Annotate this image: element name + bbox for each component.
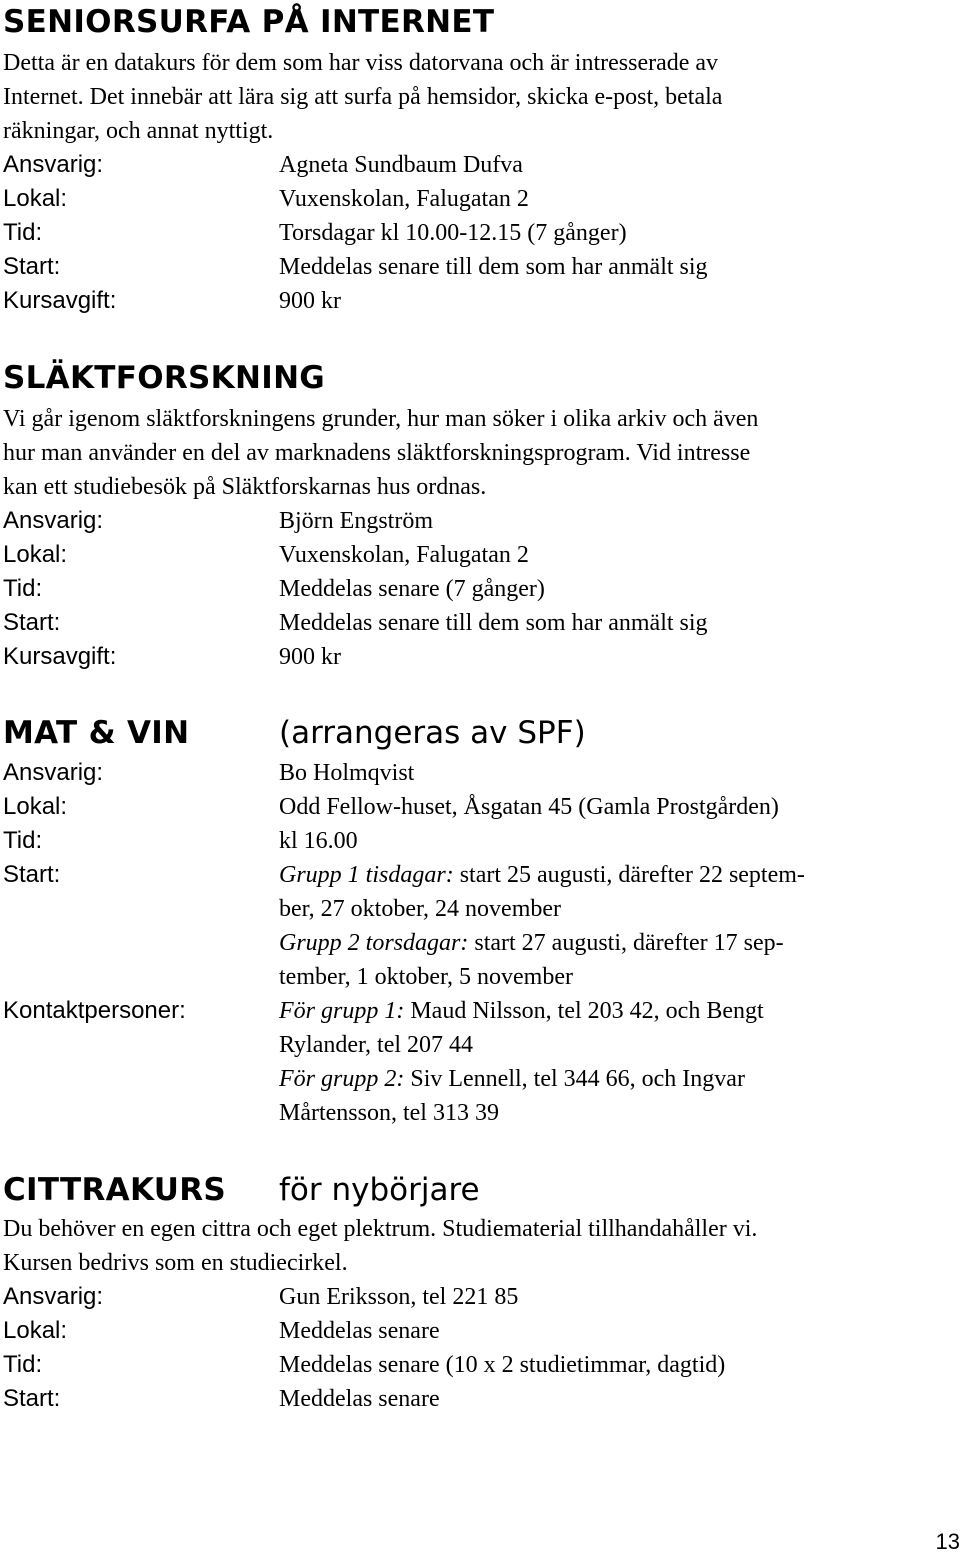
section3-value-lokal: Odd Fellow-huset, Åsgatan 45 (Gamla Prostgården)	[279, 794, 779, 820]
section1-value-start: Meddelas senare till dem som har anmält sig	[279, 254, 708, 280]
section4-label-lokal: Lokal:	[3, 1317, 68, 1344]
section3-group1-text-1: start 25 augusti, därefter 22 septem-	[453, 862, 805, 888]
section2-label-kursavgift: Kursavgift:	[3, 643, 117, 670]
section3-label-start: Start:	[3, 861, 61, 888]
section4-label-start: Start:	[3, 1385, 61, 1412]
section-title-seniorsurfa: SENIORSURFA PÅ INTERNET	[3, 4, 495, 40]
section3-group2-label: Grupp 2 torsdagar:	[279, 930, 469, 956]
section3-contact2-line-2: Mårtensson, tel 313 39	[279, 1100, 499, 1126]
section4-label-ansvarig: Ansvarig:	[3, 1283, 104, 1310]
section1-label-tid: Tid:	[3, 219, 43, 246]
section4-subtitle: för nybörjare	[279, 1172, 480, 1208]
section3-contact1-text-1: Maud Nilsson, tel 203 42, och Bengt	[404, 998, 764, 1024]
section4-label-tid: Tid:	[3, 1351, 43, 1378]
section4-value-ansvarig: Gun Eriksson, tel 221 85	[279, 1284, 519, 1310]
section4-value-start: Meddelas senare	[279, 1386, 440, 1412]
section1-value-ansvarig: Agneta Sundbaum Dufva	[279, 152, 523, 178]
section1-desc-line-3: räkningar, och annat nyttigt.	[3, 118, 274, 144]
section1-value-lokal: Vuxenskolan, Falugatan 2	[279, 186, 529, 212]
section2-value-ansvarig: Björn Engström	[279, 508, 433, 534]
section2-value-tid: Meddelas senare (7 gånger)	[279, 576, 545, 602]
section2-desc-line-1: Vi går igenom släktforskningens grunder, hur man söker i olika arkiv och även	[3, 406, 759, 432]
section1-value-kursavgift: 900 kr	[279, 288, 341, 314]
section1-label-ansvarig: Ansvarig:	[3, 151, 104, 178]
section3-value-tid: kl 16.00	[279, 828, 358, 854]
section2-label-lokal: Lokal:	[3, 541, 68, 568]
section3-group2-text-1: start 27 augusti, därefter 17 sep-	[468, 930, 784, 956]
section4-desc-line-2: Kursen bedrivs som en studiecirkel.	[3, 1250, 348, 1276]
section2-desc-line-3: kan ett studiebesök på Släktforskarnas hus ordnas.	[3, 474, 487, 500]
section1-label-start: Start:	[3, 253, 61, 280]
section3-contact1-line-2: Rylander, tel 207 44	[279, 1032, 474, 1058]
section1-label-lokal: Lokal:	[3, 185, 68, 212]
section3-label-tid: Tid:	[3, 827, 43, 854]
section2-value-lokal: Vuxenskolan, Falugatan 2	[279, 542, 529, 568]
section4-value-lokal: Meddelas senare	[279, 1318, 440, 1344]
section3-contact2-label: För grupp 2:	[279, 1066, 405, 1092]
section-title-cittrakurs: CITTRAKURS	[3, 1172, 226, 1208]
section3-label-ansvarig: Ansvarig:	[3, 759, 104, 786]
section2-desc-line-2: hur man använder en del av marknadens släktforskningsprogram. Vid intresse	[3, 440, 751, 466]
section3-value-ansvarig: Bo Holmqvist	[279, 760, 415, 786]
section2-label-tid: Tid:	[3, 575, 43, 602]
section3-contact1-line-1	[279, 994, 764, 1028]
section1-value-tid: Torsdagar kl 10.00-12.15 (7 gånger)	[279, 220, 627, 246]
section3-contact2-text-1: Siv Lennell, tel 344 66, och Ingvar	[404, 1066, 745, 1092]
section3-contact1-label: För grupp 1:	[279, 998, 405, 1024]
section3-subtitle: (arrangeras av SPF)	[279, 715, 586, 751]
section4-desc-line-1: Du behöver en egen cittra och eget plektrum. Studiematerial tillhandahåller vi.	[3, 1216, 758, 1242]
section-title-mat-vin: MAT & VIN	[3, 715, 190, 751]
section1-desc-line-2: Internet. Det innebär att lära sig att surfa på hemsidor, skicka e-post, betala	[3, 84, 723, 110]
section1-label-kursavgift: Kursavgift:	[3, 287, 117, 314]
section3-group2-line-1	[279, 926, 784, 960]
section2-label-start: Start:	[3, 609, 61, 636]
page-number: 13	[935, 1529, 960, 1554]
section3-label-lokal: Lokal:	[3, 793, 68, 820]
section3-group1-line-1	[279, 858, 805, 892]
section3-group2-line-2: tember, 1 oktober, 5 november	[279, 964, 573, 990]
section3-group1-label: Grupp 1 tisdagar:	[279, 862, 454, 888]
section1-desc-line-1: Detta är en datakurs för dem som har viss datorvana och är intresserade av	[3, 50, 719, 76]
section2-value-start: Meddelas senare till dem som har anmält sig	[279, 610, 708, 636]
section2-label-ansvarig: Ansvarig:	[3, 507, 104, 534]
section3-contact2-line-1	[279, 1062, 745, 1096]
section2-value-kursavgift: 900 kr	[279, 644, 341, 670]
section3-group1-line-2: ber, 27 oktober, 24 november	[279, 896, 561, 922]
section3-label-kontaktpersoner: Kontaktpersoner:	[3, 997, 186, 1024]
section4-value-tid: Meddelas senare (10 x 2 studietimmar, dagtid)	[279, 1352, 726, 1378]
section-title-slaktforskning: SLÄKTFORSKNING	[3, 360, 326, 396]
